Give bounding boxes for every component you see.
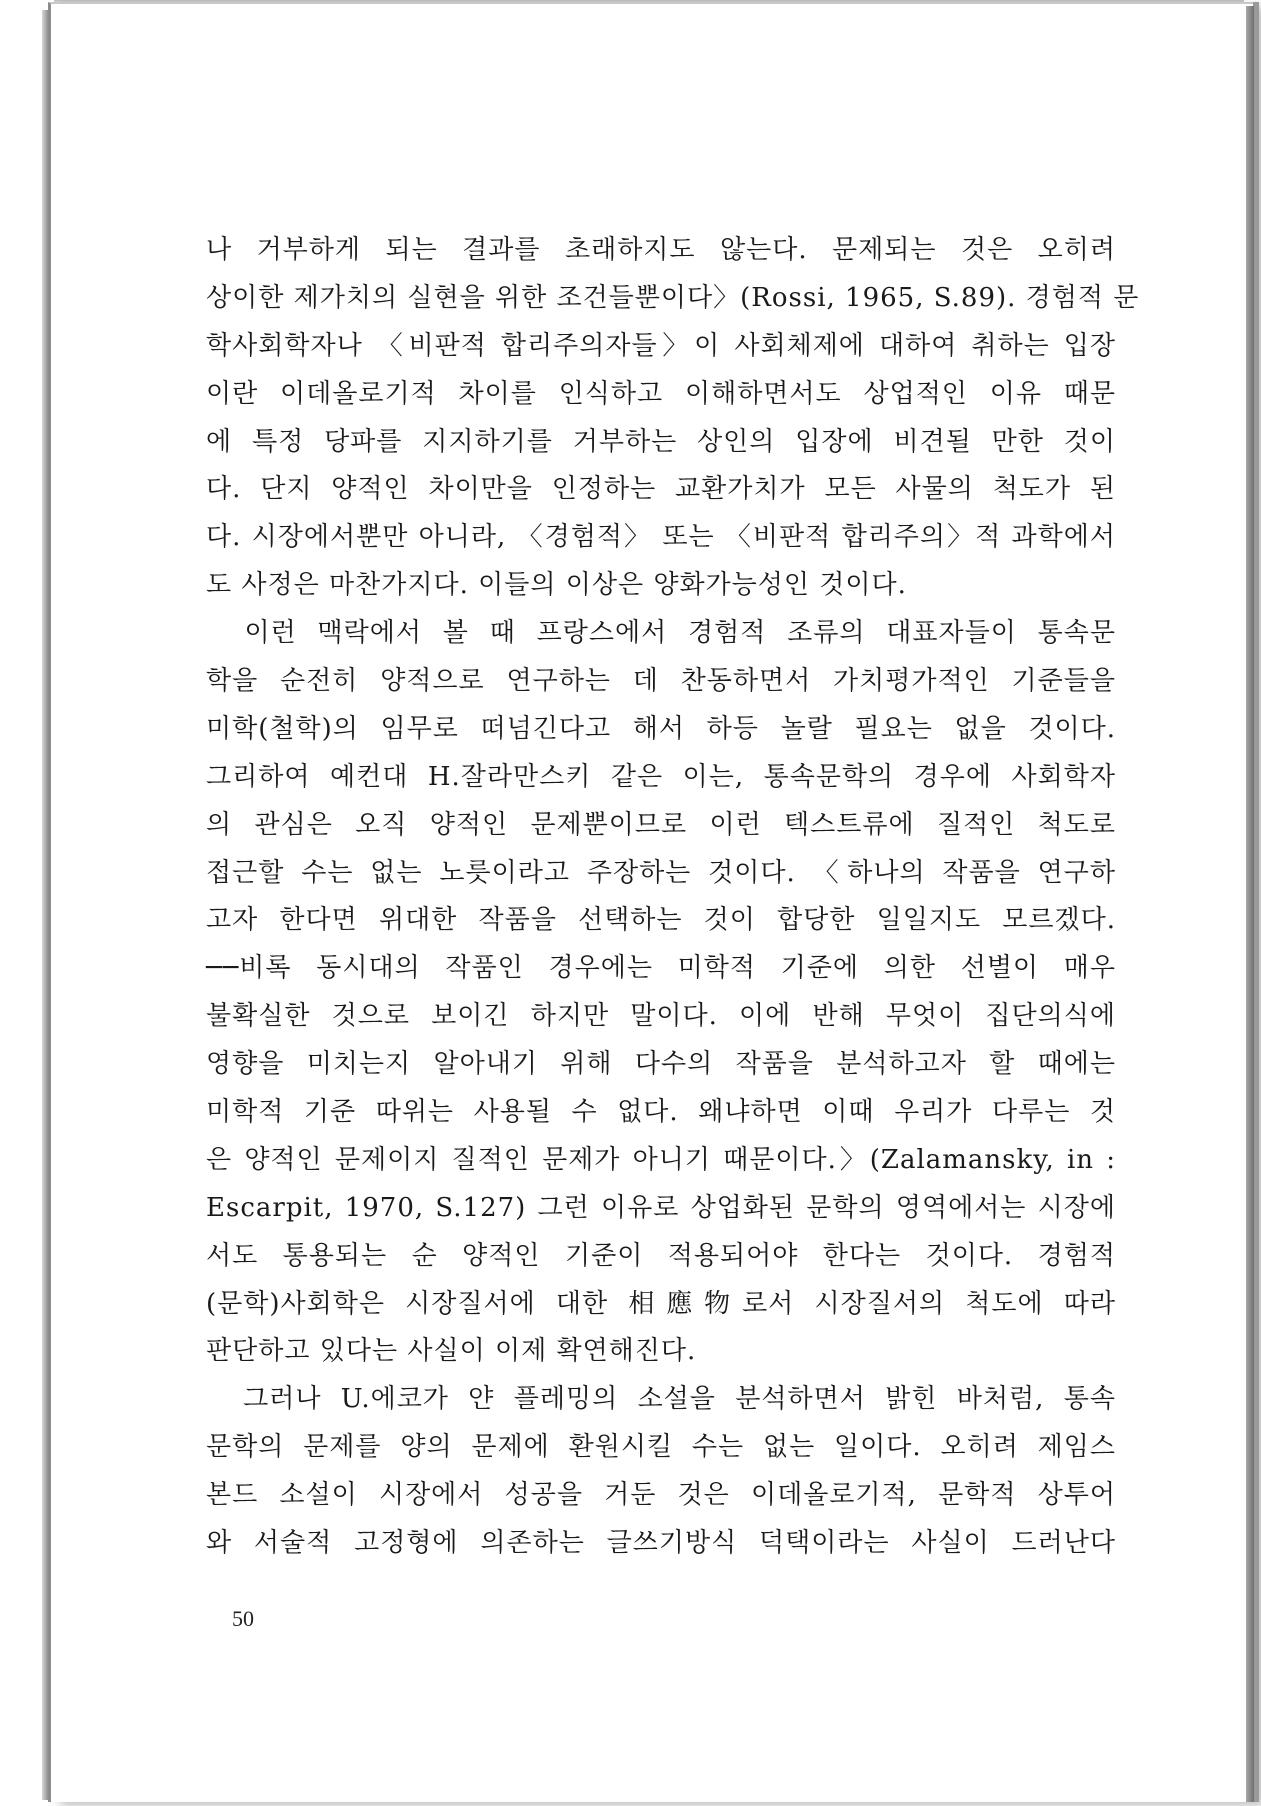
text-line: ──비록 동시대의 작품인 경우에는 미학적 기준에 의한 선별이 매우	[206, 953, 1116, 984]
text-line: 판단하고 있다는 사실이 이제 확연해진다.	[206, 1336, 697, 1367]
text-line: 문학의 문제를 양의 문제에 환원시킬 수는 없는 일이다. 오히려 제임스	[206, 1432, 1116, 1463]
text-line: 본드 소설이 시장에서 성공을 거둔 것은 이데올로기적, 문학적 상투어	[206, 1480, 1116, 1511]
text-line: Escarpit, 1970, S.127) 그런 이유로 상업화된 문학의 영역에서는 시장에	[206, 1192, 1116, 1223]
text-line: 그리하여 예컨대 H.잘라만스키 같은 이는, 통속문학의 경우에 사회학자	[206, 761, 1116, 792]
text-line: 의 관심은 오직 양적인 문제뿐이므로 이런 텍스트류에 질적인 척도로	[206, 809, 1116, 840]
text-line: 다. 시장에서뿐만 아니라, 〈경험적〉 또는 〈비판적 합리주의〉적 과학에서	[206, 522, 1116, 553]
text-line: (문학)사회학은 시장질서에 대한 相應物로서 시장질서의 척도에 따라	[206, 1288, 1116, 1319]
text-line: 나 거부하게 되는 결과를 초래하지도 않는다. 문제되는 것은 오히려	[206, 235, 1116, 265]
text-line: 서도 통용되는 순 양적인 기준이 적용되어야 한다는 것이다. 경험적	[206, 1240, 1116, 1271]
text-line: 은 양적인 문제이지 질적인 문제가 아니기 때문이다.〉(Zalamansky, in :	[206, 1144, 1116, 1175]
text-line: 이란 이데올로기적 차이를 인식하고 이해하면서도 상업적인 이유 때문	[206, 378, 1116, 409]
page-number: 50	[232, 1606, 254, 1631]
text-line: 미학(철학)의 임무로 떠넘긴다고 해서 하등 놀랄 필요는 없을 것이다.	[206, 713, 1116, 744]
text-line: 도 사정은 마찬가지다. 이들의 이상은 양화가능성인 것이다.	[206, 570, 907, 601]
text-line: 학사회학자나 〈비판적 합리주의자들〉이 사회체제에 대하여 취하는 입장	[206, 330, 1116, 361]
text-line: 접근할 수는 없는 노릇이라고 주장하는 것이다. 〈하나의 작품을 연구하	[206, 857, 1116, 888]
text-line: 영향을 미치는지 알아내기 위해 다수의 작품을 분석하고자 할 때에는	[206, 1049, 1116, 1080]
text-line: 에 특정 당파를 지지하기를 거부하는 상인의 입장에 비견될 만한 것이	[206, 426, 1116, 457]
text-line: 학을 순전히 양적으로 연구하는 데 찬동하면서 가치평가적인 기준들을	[206, 666, 1116, 697]
page-edge-right	[1246, 6, 1254, 1802]
text-line: 불확실한 것으로 보이긴 하지만 말이다. 이에 반해 무엇이 집단의식에	[206, 1001, 1116, 1032]
text-line: 이런 맥락에서 볼 때 프랑스에서 경험적 조류의 대표자들이 통속문	[206, 618, 1116, 649]
text-line: 미학적 기준 따위는 사용될 수 없다. 왜냐하면 이때 우리가 다루는 것	[206, 1097, 1116, 1128]
text-line: 와 서술적 고정형에 의존하는 글쓰기방식 덕택이라는 사실이 드러난다	[206, 1528, 1116, 1559]
text-line: 상이한 제가치의 실현을 위한 조건들뿐이다〉(Rossi, 1965, S.89). 경험적 문	[206, 282, 1140, 313]
body-text	[206, 227, 1140, 1568]
text-line: 다. 단지 양적인 차이만을 인정하는 교환가치가 모든 사물의 척도가 된	[206, 474, 1116, 505]
text-line: 고자 한다면 위대한 작품을 선택하는 것이 합당한 일일지도 모르겠다.	[206, 905, 1116, 936]
text-line: 그러나 U.에코가 얀 플레밍의 소설을 분석하면서 밝힌 바처럼, 통속	[206, 1384, 1116, 1415]
